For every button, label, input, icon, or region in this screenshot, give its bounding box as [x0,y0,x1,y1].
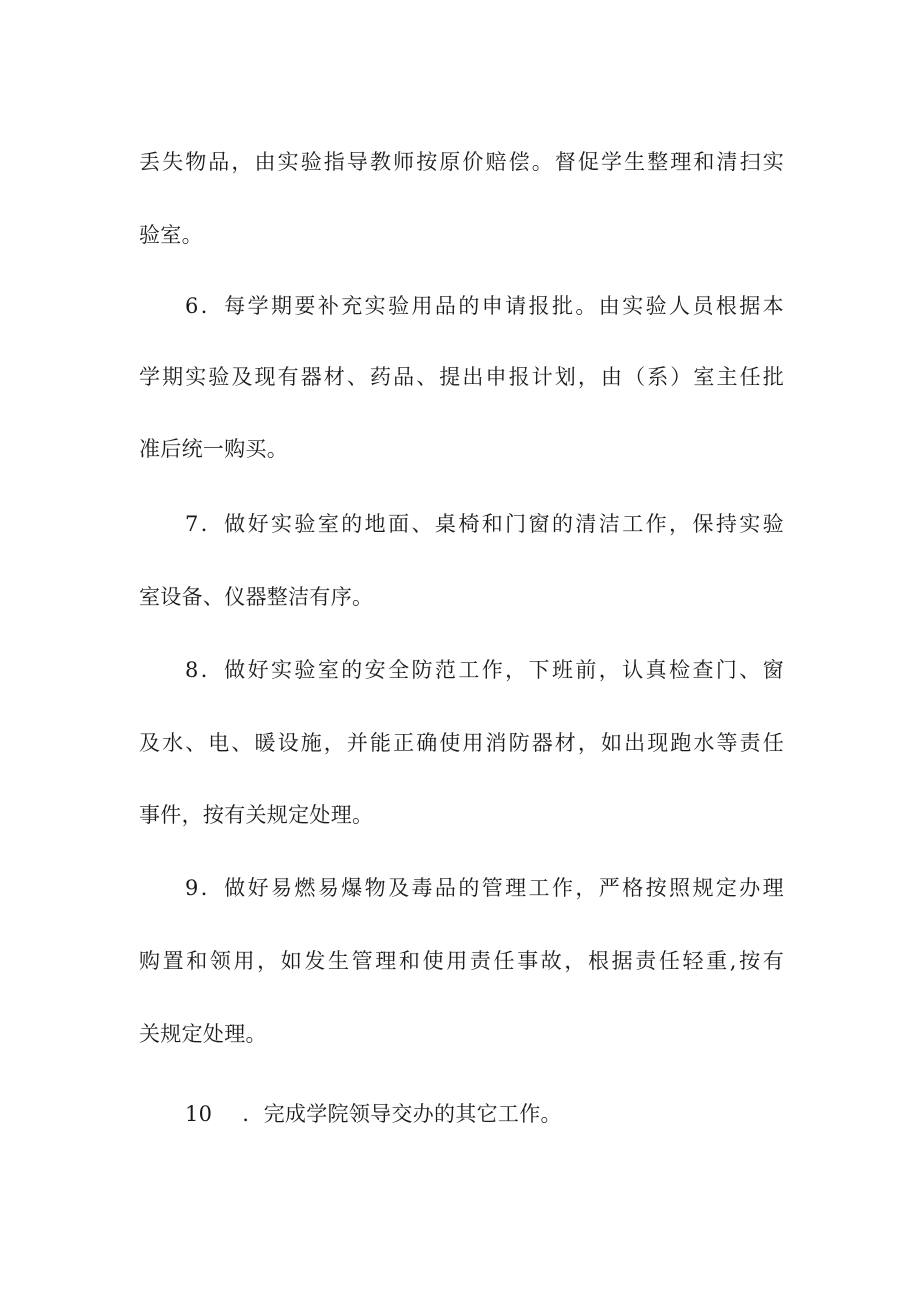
item-9-line-3: 关规定处理。 [139,1022,267,1046]
item-8-line-3: 事件，按有关规定处理。 [139,803,374,827]
item-7-line-1: 7．做好实验室的地面、桌椅和门窗的清洁工作，保持实验 [185,512,784,536]
text-line-2: 验室。 [139,223,203,247]
item-10-text: ．完成学院领导交办的其它工作。 [242,1102,562,1126]
item-8-line-2: 及水、电、暖设施，并能正确使用消防器材，如出现跑水等责任 [139,731,784,755]
item-10-number: 10 [185,1102,213,1126]
text-line-1: 丢失物品，由实验指导教师按原价赔偿。督促学生整理和清扫实 [139,150,784,174]
item-9-line-2: 购置和领用，如发生管理和使用责任事故，根据责任轻重,按有 [139,949,784,973]
item-6-line-3: 准后统一购买。 [139,437,289,461]
item-9-line-1: 9．做好易燃易爆物及毒品的管理工作，严格按照规定办理 [185,876,784,900]
item-6-line-2: 学期实验及现有器材、药品、提出申报计划，由（系）室主任批 [139,365,784,389]
item-6-line-1: 6．每学期要补充实验用品的申请报批。由实验人员根据本 [185,294,784,318]
item-8-line-1: 8．做好实验室的安全防范工作，下班前，认真检查门、窗 [185,658,784,682]
item-10-line [185,1104,784,1128]
item-7-line-2: 室设备、仪器整洁有序。 [139,585,374,609]
